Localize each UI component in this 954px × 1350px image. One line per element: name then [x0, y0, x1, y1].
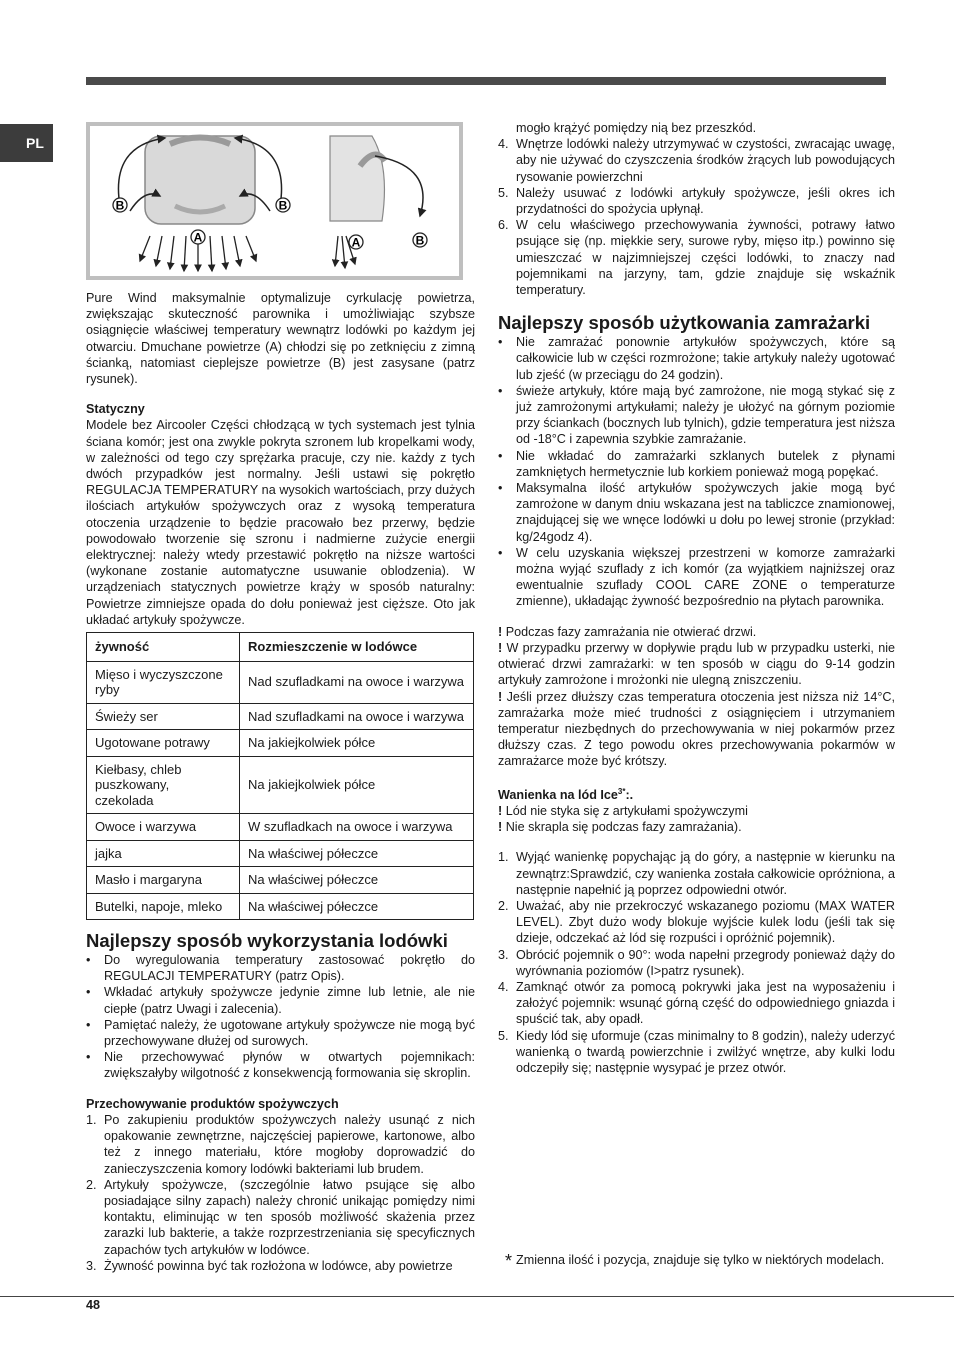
freezer-heading: Najlepszy sposób użytkowania zamrażarki: [498, 312, 871, 334]
table-cell: Kiełbasy, chleb puszkowany, czekolada: [87, 756, 240, 814]
list-item: • Do wyregulowania temperatury zastosować pokrętło do REGULACJI TEMPERATURY (patrz Opis).: [86, 953, 475, 984]
table-cell: Nad szufladkami na owoce i warzywa: [240, 703, 474, 730]
bottom-rule: [0, 1296, 954, 1297]
list-item: 1. Po zakupieniu produktów spożywczych należy usunąć z nich opakowanie zewnętrzne, najczęściej papierowe, kartonowe, albo też z innego materiału, które mogłoby doprowadzić do zanieczyszczenia komory lodówki bakteriami lub brudem.: [86, 1112, 475, 1176]
table-row: [87, 840, 474, 867]
label-b-right: B: [278, 198, 288, 213]
table-cell: Ugotowane potrawy: [87, 730, 240, 757]
table-cell: jajka: [87, 840, 240, 867]
list-item: • świeże artykuły, które mają być zamrożone, nie mogą stykać się z już zamrożonymi artykułami; należy je ułożyć na górnym poziomie przy ściankach (bocznych lub tylnich), gdzie temperatura jest niższa od -18°C i zapewnia szybkie zamrażanie.: [498, 383, 895, 447]
table-row: [87, 756, 474, 814]
storage-list-continued: [498, 136, 895, 298]
list-item: • Maksymalna ilość artykułów spożywczych jakie mogą być zamrożone w danym dniu wskazana jest na tabliczce znamionowej, znajdującej się we wnęce lodówki u dołu po lewej stronie (przykład: kg/24godz 4).: [498, 481, 895, 544]
list-item: 4. Wnętrze lodówki należy utrzymywać w czystości, zwracając uwagę, aby nie używać do czyszczenia środków żrących lub powodujących rysowanie powierzchni: [498, 137, 895, 184]
table-cell: Świeży ser: [87, 703, 240, 730]
airflow-diagram: [86, 122, 463, 280]
table-cell: Mięso i wyczyszczone ryby: [87, 661, 240, 703]
table-header-row: [87, 633, 474, 662]
top-rule: [86, 77, 886, 85]
table-row: [87, 661, 474, 703]
table-row: [87, 730, 474, 757]
table-cell: Masło i margaryna: [87, 867, 240, 894]
table-cell: Na właściwej półeczce: [240, 840, 474, 867]
right-column: [498, 120, 895, 1076]
warning-note: ! Jeśli przez dłuższy czas temperatura otoczenia jest niższa niż 14°C, zamrażarka może mieć trudności z osiągnięciem i utrzymaniem temperatur niezbędnych do przechowywania w niej pokarmów przez dłuższy czas. Z tego powodu okres przechowywania pokarmów w zamrażarce może być krótszy.: [498, 689, 895, 769]
table-cell: Nad szufladkami na owoce i warzywa: [240, 661, 474, 703]
table-header-cell: Rozmieszczenie w lodówce: [240, 633, 474, 662]
food-placement-table: [86, 632, 474, 920]
table-cell: Owoce i warzywa: [87, 814, 240, 841]
static-title: Statyczny: [86, 402, 145, 417]
ice-note: ! Lód nie styka się z artykułami spożywczymi: [498, 803, 748, 818]
table-cell: W szufladkach na owoce i warzywa: [240, 814, 474, 841]
fridge-bullets: [86, 952, 475, 1082]
list-item: 6. W celu właściwego przechowywania żywności, potrawy łatwo psujące się (np. miękkie sery, surowe ryby, mięso itp.) powinno się umieszczać w najzimniejszej części lodówki, to znaczy nad pojemnikami na jarzyny, tam, gdzie znajduje się wskaźnik temperatury.: [498, 218, 895, 298]
ice-tray-title: Wanienka na lód Ice$^{3*}$:.: [498, 786, 634, 802]
table-cell: Na jakiejkolwiek półce: [240, 730, 474, 757]
list-item: 2. Uważać, aby nie przekroczyć wskazanego poziomu (MAX WATER LEVEL). Zbyt dużo wody blokuje wyjście kulek lodu (jeśli tak się dzieje, odczekać aż lód się rozpuści i opróżnić pojemnik).: [498, 898, 895, 946]
warning-note: ! W przypadku przerwy w dopływie prądu lub w przypadku usterki, nie otwierać drzwi zamrażarki: w ten sposób w ciągu do 9-14 godzin artykuły zamrożone i mrożonki nie ulegną zniszczeniu.: [498, 640, 896, 688]
left-column: [86, 290, 475, 1274]
list-item: 5. Kiedy lód się uformuje (czas minimalny to 8 godzin), należy uderzyć wanienką o twardą powierzchnie i zwilżyć wnętrze, aby kulki lodu odczepiły się; następnie wysypać je przez otwór.: [498, 1028, 895, 1075]
table-row: [87, 703, 474, 730]
list-item: • Pamiętać należy, że ugotowane artykuły spożywcze nie mogą być przechowywane dłużej od surowych.: [86, 1017, 475, 1049]
list-item: 5. Należy usuwać z lodówki artykuły spożywcze, jeśli okres ich przydatności do spożycia upłynął.: [498, 185, 895, 217]
list-item: • Nie zamrażać ponownie artykułów spożywczych, które są całkowicie lub w części rozmrożone; takie artykuły należy ugotować lub zjeść (w przeciągu do 24 godzin).: [498, 335, 895, 382]
table-header-cell: żywność: [87, 633, 240, 662]
list-item: • Nie przechowywać płynów w otwartych pojemnikach: zwiększałyby wilgotność z konsekwencją formowania się skroplin.: [86, 1050, 475, 1081]
pure-wind-text: Pure Wind maksymalnie optymalizuje cyrkulację powietrza, zwiększając skuteczność parownika i umożliwiając szybsze osiągnięcie właściwej temperatury wewnątrz lodówki po każdym jej otwarciu. Dmuchane powietrze (A) chłodzi się po zetknięciu z zimną ścianką, natomiast cieplejsze powietrze (B) jest zasysane (patrz rysunek).: [86, 291, 475, 387]
list-item: 3. Obrócić pojemnik o 90°: woda napełni przegrody ponieważ dąży do wyrównania poziomów (I>patrz rysunek).: [498, 947, 895, 978]
table-cell: Na właściwej półeczce: [240, 867, 474, 894]
fridge-heading: Najlepszy sposób wykorzystania lodówki: [86, 930, 448, 952]
table-row: [87, 867, 474, 894]
warning-note: ! Podczas fazy zamrażania nie otwierać drzwi.: [498, 624, 757, 639]
ice-note: ! Nie skrapla się podczas fazy zamrażania).: [498, 820, 742, 835]
table-cell: Na jakiejkolwiek półce: [240, 756, 474, 814]
table-row: [87, 893, 474, 920]
list-item: • W celu uzyskania większej przestrzeni w komorze zamrażarki można wyjąć szuflady z ich komór (za wyjątkiem najniższej oraz ewentualnie szuflady COOL CARE ZONE o temperaturze zmienne), układając żywność bezpośrednio na płytach parownika.: [498, 545, 895, 609]
static-text: Modele bez Aircooler Części chłodzącą w tych systemach jest tylnia ściana komór; jest ona zwykle pokryta szronem lub kropelkami wody, w zależności od tego czy sprężarka pracuje, czy nie. każdy z tych dwóch przypadków jest normalny. Jeśli ustawi się pokrętło REGULACJA TEMPERATURY na wysokich wartościach, przy dużych ilościach artykułów spożywczych oraz z wysoką temperatura otoczenia urządzenie to będzie pracowało bez przerwy, będzie powodowało tworzenie się szronu i nadmierne zużycie energii elektrycznej: należy wtedy przestawić pokrętło na niższe wartości (wykonane zostanie automatyczne usuwanie oblodzenia). W urządzeniach statycznych powietrze krąży w sposób naturalny: Powietrze zimniejsze opada do dołu ponieważ jest cięższe. Oto jak układać artykuły spożywcze.: [86, 418, 475, 627]
list-item: 1. Wyjąć wanienkę popychając ją do góry, a następnie w kierunku na zewnątrz:Sprawdzić, czy wanienka została całkowicie opróżniona, a następnie napełnić ją poprzez odpowiedni otwór.: [498, 850, 895, 897]
list-item: 4. Zamknąć otwór za pomocą pokrywki jaka jest na wyposażeniu i założyć pojemnik: wsunąć górną część do odpowiedniego gniazda i spuścić tak, aby opadł.: [498, 979, 895, 1027]
table-cell: Butelki, napoje, mleko: [87, 893, 240, 920]
label-a-side: A: [351, 235, 361, 250]
ice-steps: [498, 849, 895, 1076]
label-b-left: B: [115, 198, 125, 213]
airflow-illustration: [90, 126, 459, 276]
list-item: • Wkładać artykuły spożywcze jedynie zimne lub letnie, ale nie ciepłe (patrz Uwagi i zalecenia).: [86, 985, 475, 1016]
page-number: 48: [86, 1298, 101, 1312]
label-a-front: A: [193, 230, 203, 245]
table-cell: Na właściwej półeczce: [240, 893, 474, 920]
language-tab: PL: [0, 124, 53, 162]
footnote: * Zmienna ilość i pozycja, znajduje się tylko w niektórych modelach.: [505, 1251, 885, 1271]
list-item: 3. Żywność powinna być tak rozłożona w lodówce, aby powietrze: [86, 1258, 453, 1273]
freezer-bullets: [498, 334, 895, 609]
list-item: • Nie wkładać do zamrażarki szklanych butelek z płynami zamkniętych hermetycznie lub korkiem ponieważ mogą popękać.: [498, 448, 895, 479]
list-item: mogło krążyć pomiędzy nią bez przeszkód.: [516, 121, 757, 135]
storage-list: [86, 1112, 475, 1274]
table-row: [87, 814, 474, 841]
storage-title: Przechowywanie produktów spożywczych: [86, 1096, 339, 1111]
list-item: 2. Artykuły spożywcze, (szczególnie łatwo psujące się albo posiadające silny zapach) należy chronić unikając pomiędzy nimi kontaktu, eliminując w ten sposób możliwość skażenia przez zarazki lub bakterie, a także rozprzestrzeniania się specyficznych zapachów tych artykułów w lodówce.: [86, 1177, 475, 1257]
label-b-side: B: [415, 233, 425, 248]
